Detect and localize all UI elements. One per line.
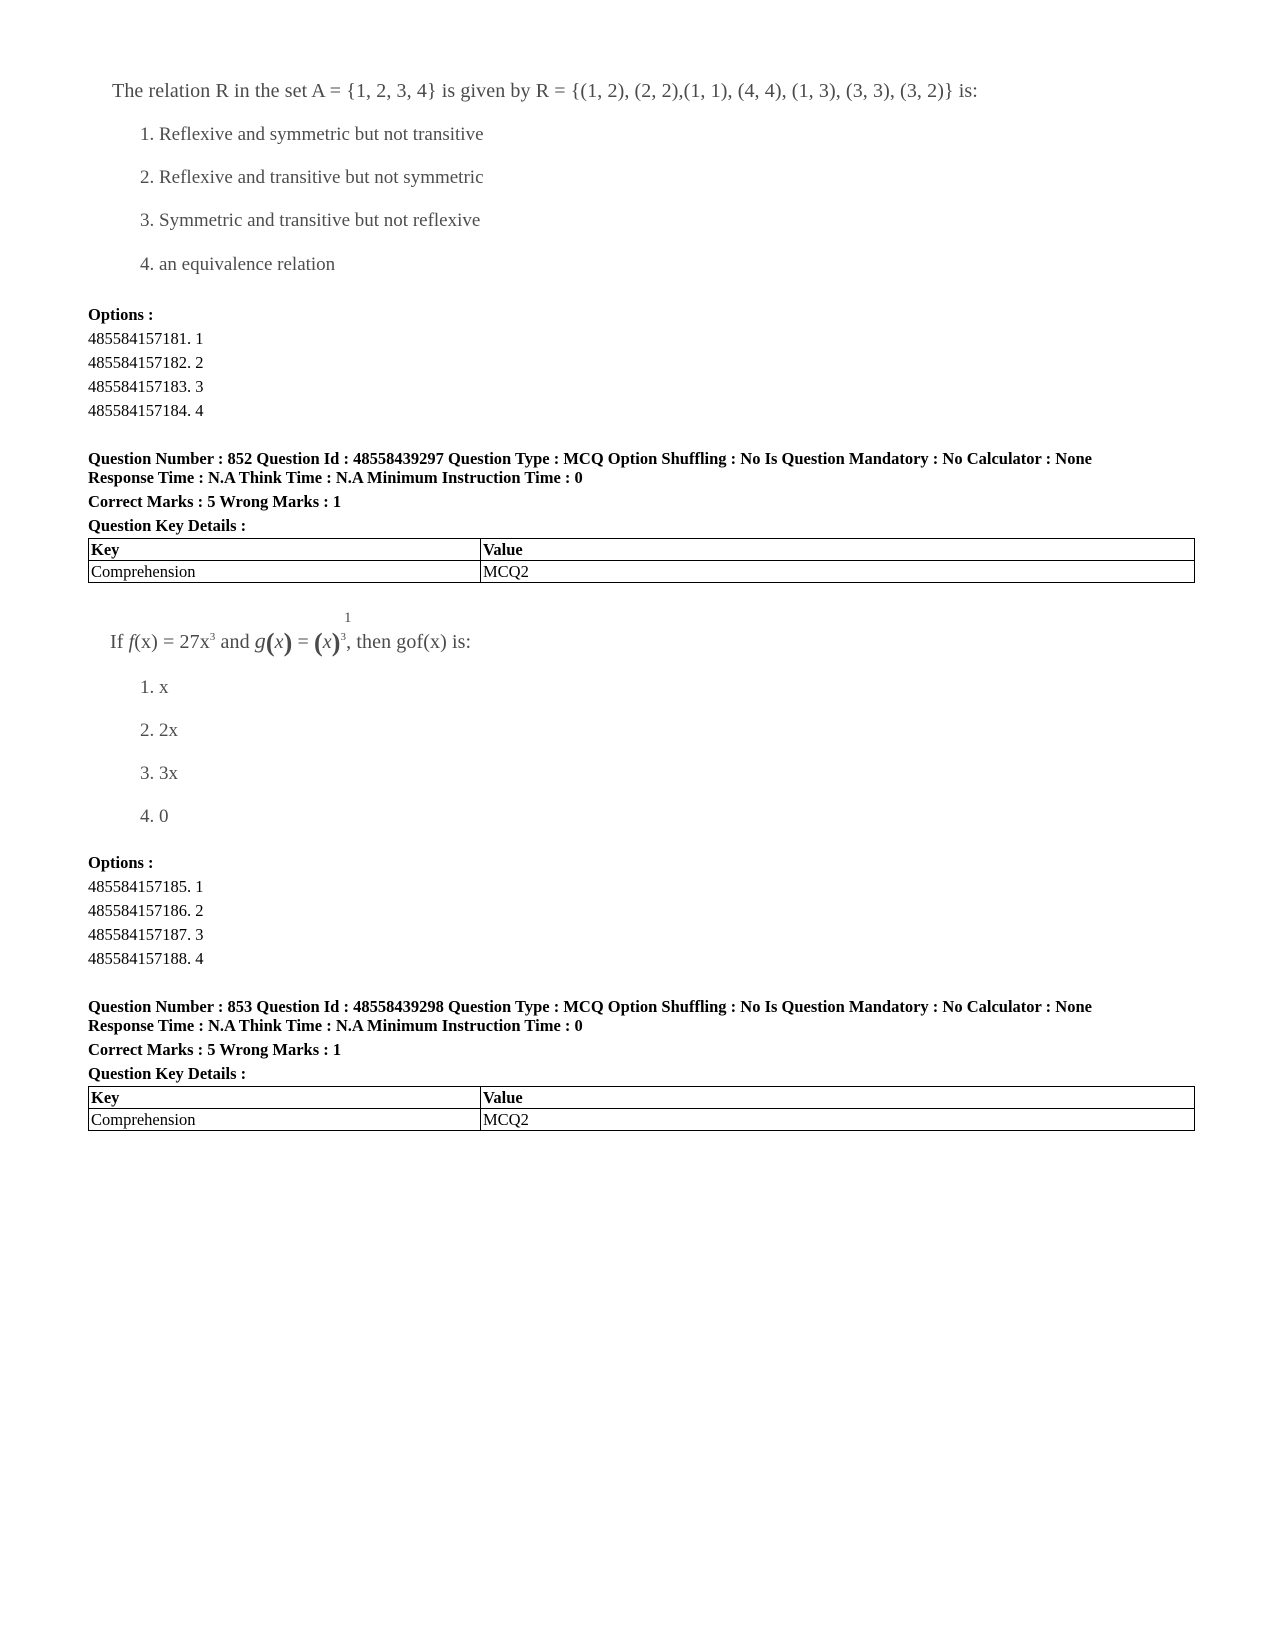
question-852-choice-4: 4. 0 <box>140 806 169 827</box>
option-item: 485584157184. 4 <box>88 401 204 420</box>
question-853-key-table <box>88 1086 1195 1131</box>
question-852-options <box>88 851 1198 971</box>
table-cell-value: MCQ2 <box>481 561 1195 583</box>
table-header-value: Value <box>481 1087 1195 1109</box>
question-852-choice-1: 1. x <box>140 677 169 698</box>
question-852-stem: If $f(x) = 27x^3$ and $g(x) = (x)^3$, then gof(x) is: <box>110 628 472 657</box>
question-853-key-details-label: Question Key Details : <box>88 1064 247 1083</box>
option-item: 485584157183. 3 <box>88 377 204 396</box>
table-cell-key: Comprehension <box>89 1109 481 1131</box>
option-item: 485584157181. 1 <box>88 329 204 348</box>
question-852-key-details-label: Question Key Details : <box>88 516 247 535</box>
question-851-choice-4: 4. an equivalence relation <box>140 254 336 275</box>
option-item: 485584157188. 4 <box>88 949 204 968</box>
option-item: 485584157186. 2 <box>88 901 204 920</box>
options-label: Options : <box>88 305 154 324</box>
table-header-key: Key <box>89 539 481 561</box>
question-851-choice-2: 2. Reflexive and transitive but not symmetric <box>140 167 484 188</box>
question-851-stem: The relation R in the set A = {1, 2, 3, 4} is given by R = {(1, 2), (2, 2),(1, 1), (4, 4), (1, 3), (3, 3), (3, 2)} is: <box>112 80 978 102</box>
exponent-numerator: 1 <box>344 610 352 626</box>
table-row <box>89 561 1195 583</box>
table-row <box>89 1109 1195 1131</box>
question-meta-line-2: Response Time : N.A Think Time : N.A Minimum Instruction Time : 0 <box>88 1016 583 1035</box>
table-header-row <box>89 539 1195 561</box>
option-item: 485584157182. 2 <box>88 353 204 372</box>
question-852-choice-3: 3. 3x <box>140 763 178 784</box>
table-header-value: Value <box>481 539 1195 561</box>
options-label: Options : <box>88 853 154 872</box>
question-853-marks: Correct Marks : 5 Wrong Marks : 1 <box>88 1040 342 1059</box>
table-cell-key: Comprehension <box>89 561 481 583</box>
question-meta-line-1: Question Number : 852 Question Id : 48558439297 Question Type : MCQ Option Shuffling : No Is Question Mandatory : No Calculator : None <box>88 449 1092 468</box>
question-852-key-table <box>88 538 1195 583</box>
table-cell-value: MCQ2 <box>481 1109 1195 1131</box>
question-meta-line-1: Question Number : 853 Question Id : 48558439298 Question Type : MCQ Option Shuffling : No Is Question Mandatory : No Calculator : None <box>88 997 1092 1016</box>
question-852-choice-2: 2. 2x <box>140 720 178 741</box>
table-header-key: Key <box>89 1087 481 1109</box>
question-851-choice-3: 3. Symmetric and transitive but not reflexive <box>140 210 481 231</box>
table-header-row <box>89 1087 1195 1109</box>
question-851-options <box>88 303 1198 423</box>
option-item: 485584157185. 1 <box>88 877 204 896</box>
question-852-marks: Correct Marks : 5 Wrong Marks : 1 <box>88 492 342 511</box>
question-853-meta <box>88 997 1198 1035</box>
question-852-meta <box>88 449 1198 487</box>
option-item: 485584157187. 3 <box>88 925 204 944</box>
question-851-choice-1: 1. Reflexive and symmetric but not transitive <box>140 124 484 145</box>
question-meta-line-2: Response Time : N.A Think Time : N.A Minimum Instruction Time : 0 <box>88 468 583 487</box>
